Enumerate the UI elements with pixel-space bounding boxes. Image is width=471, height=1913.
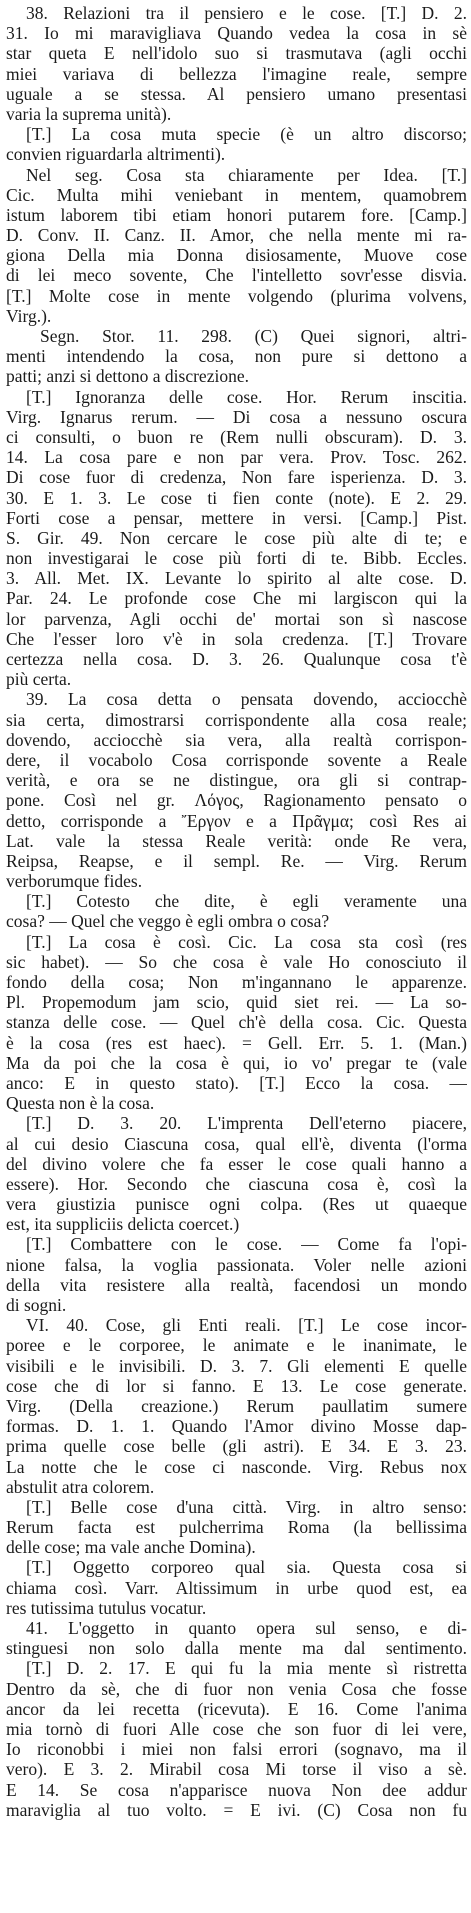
text-line: detto, corrisponde a Ἔργον e a Πρᾶγμα; così Res ai: [6, 810, 467, 831]
text-line: [T.] La cosa è così. Cic. La cosa sta così (res: [26, 931, 467, 952]
text-line: stinguesi non solo dalla mente ma dal sentimento.: [6, 1638, 467, 1659]
text-line: [T.] Molte cose in mente volgendo (plurima volvens,: [6, 285, 467, 306]
text-line: verborumque fides.: [6, 871, 143, 892]
text-line: è la cosa (res est haec). = Gell. Err. 5. 1. (Man.): [6, 1032, 467, 1053]
text-line: non investigarai le cose più forti di te. Bibb. Eccles.: [6, 548, 467, 569]
text-line: Cic. Multa mihi veniebant in mentem, quamobrem: [6, 184, 467, 205]
text-line: convien riguardarla altrimenti).: [6, 144, 226, 165]
text-line: Nel seg. Cosa sta chiaramente per Idea. [T.]: [26, 164, 467, 185]
text-line: La notte che le cose ci nasconde. Virg. Rebus nox: [6, 1456, 467, 1477]
text-line: Par. 24. Le profonde cose Che mi largiscon qui la: [6, 588, 467, 609]
text-line: 30. E 1. 3. Le cose ti fien conte (note). E 2. 29.: [6, 487, 467, 508]
text-line: della vita resistere alla realtà, facendosi un mondo: [6, 1274, 467, 1295]
text-line: chiama così. Varr. Altissimum in urbe quod est, ea: [6, 1577, 467, 1598]
text-line: res tutissima tutulus vocatur.: [6, 1597, 207, 1618]
text-line: Di cose fuor di credenza, Non fare isperienza. D. 3.: [6, 467, 467, 488]
text-line: star queta E nell'idolo suo si trasmutava (agli occhi: [6, 43, 467, 64]
text-line: visibili e le invisibili. D. 3. 7. Gli elementi E quelle: [6, 1355, 467, 1376]
text-line: certezza nella cosa. D. 3. 26. Qualunque cosa t'è: [6, 649, 467, 669]
text-line: cosa? — Quel che veggo è egli ombra o cosa?: [6, 911, 330, 932]
text-line: varia la suprema unità).: [6, 103, 172, 124]
text-line: patti; anzi si dettono a discrezione.: [6, 366, 249, 387]
text-line: 39. La cosa detta o pensata dovendo, acciocchè: [26, 689, 467, 710]
text-line: 3. All. Met. IX. Levante lo spirito al alte cose. D.: [6, 568, 467, 589]
text-line: stanza delle cose. — Quel ch'è della cosa. Cic. Questa: [6, 1012, 467, 1033]
text-line: nione falsa, la voglia passionata. Voler nelle azioni: [6, 1254, 467, 1275]
text-line: [T.] Oggetto corporeo qual sia. Questa cosa si: [26, 1557, 467, 1578]
text-line: uguale a se stessa. Al pensiero umano presentasi: [6, 83, 467, 104]
text-line: ci consulti, o buon re (Rem nulli obscuram). D. 3.: [6, 426, 467, 447]
text-line: di lei meco sovente, Che l'intelletto sovr'esse disvia.: [6, 265, 467, 286]
text-line: [T.] D. 3. 20. L'imprenta Dell'eterno piacere,: [26, 1113, 467, 1134]
text-line: al cui desio Ciascuna cosa, qual ell'è, diventa (l'orma: [6, 1133, 467, 1154]
text-line: giona Della mia Donna disiosamente, Muove cose: [6, 245, 467, 266]
text-line: lor parvenza, Agli occhi de' mortai son sì nascose: [6, 608, 467, 629]
text-line: Dentro da sè, che di fuor non venia Cosa che fosse: [6, 1678, 467, 1699]
text-line: Io riconobbi i miei non falsi errori (sognavo, ma il: [6, 1739, 467, 1760]
text-line: [T.] Cotesto che dite, è egli veramente una: [26, 891, 467, 912]
text-line: Ma da poi che la cosa è qui, io vo' pregar te (vale: [6, 1052, 467, 1073]
text-line: est, ita suppliciis delicta coercet.): [6, 1214, 240, 1235]
text-line: E 14. Se cosa n'apparisce nuova Non dee addur: [6, 1779, 467, 1800]
text-line: fondo della cosa; Non m'ingannano le apparenze.: [6, 972, 467, 992]
text-line: VI. 40. Cose, gli Enti reali. [T.] Le cose incor-: [26, 1315, 467, 1336]
text-line: [T.] Ignoranza delle cose. Hor. Rerum inscitia.: [26, 386, 467, 407]
text-line: mia tornò di fuori Alle cose che son fuor di lei vere,: [6, 1718, 467, 1739]
text-line: vera giustizia punisce ogni colpa. (Res ut quaeque: [6, 1194, 467, 1215]
text-line: ancor da lei recetta (ricevuta). E 16. Come l'anima: [6, 1698, 467, 1719]
text-line: del divino volere che fa esser le cose quali hanno a: [6, 1153, 467, 1174]
text-line: dovendo, acciocchè sia vera, alla realtà corrispon-: [6, 729, 467, 750]
text-line: prima quelle cose belle (gli astri). E 34. E 3. 23.: [6, 1436, 467, 1457]
text-line: Virg. Ignarus rerum. — Di cosa a nessuno oscura: [6, 406, 467, 427]
text-line: D. Conv. II. Canz. II. Amor, che nella mente mi ra-: [6, 225, 467, 246]
text-line: sic habet). — So che cosa è vale Ho conosciuto il: [6, 951, 467, 972]
text-line: Virg. (Della creazione.) Rerum paullatim sumere: [6, 1395, 467, 1416]
text-line: Pl. Propemodum jam scio, quid siet rei. — La so-: [6, 992, 467, 1013]
text-line: essere). Hor. Secondo che ciascuna cosa è, così la: [6, 1173, 467, 1194]
text-line: dere, il vocabolo Cosa corrisponde sovente a Reale: [6, 749, 467, 770]
text-line: Rerum facta est pulcherrima Roma (la bellissima: [6, 1517, 467, 1538]
text-line: Questa non è la cosa.: [6, 1093, 155, 1114]
text-line: Lat. vale la stessa Reale verità: onde Re vera,: [6, 830, 467, 851]
text-line: [T.] La cosa muta specie (è un altro discorso;: [26, 124, 467, 145]
text-line: cose che di lor si fanno. E 13. Le cose generate.: [6, 1375, 467, 1396]
text-line: vero). E 3. 2. Mirabil cosa Mi torse il viso a sè.: [6, 1759, 467, 1780]
text-line: S. Gir. 49. Non cercare le cose più alte di te; e: [6, 527, 467, 548]
text-line: Segn. Stor. 11. 298. (C) Quei signori, altri-: [40, 326, 467, 346]
text-line: anco: E in questo stato). [T.] Ecco la cosa. —: [6, 1072, 467, 1093]
text-line: menti intendendo la cosa, non pure si dettono a: [6, 346, 467, 367]
text-line: 31. Io mi maravigliava Quando vedea la cosa in sè: [6, 23, 467, 44]
text-line: miei variava di bellezza l'imagine reale, sempre: [6, 63, 467, 84]
text-line: [T.] Belle cose d'una città. Virg. in altro senso:: [26, 1496, 467, 1517]
text-line: Forti cose a pensar, mettere in versi. [Camp.] Pist.: [6, 507, 467, 528]
text-line: formas. D. 1. 1. Quando l'Amor divino Mosse dap-: [6, 1416, 467, 1437]
text-line: Reipsa, Reapse, e il sempl. Re. — Virg. Rerum: [6, 850, 467, 871]
text-line: sia certa, dimostrarsi corrispondente alla cosa reale;: [6, 709, 467, 730]
text-line: maraviglia al tuo volto. = E ivi. (C) Cosa non fu: [6, 1799, 467, 1820]
text-line: 14. La cosa pare e non par vera. Prov. Tosc. 262.: [6, 447, 467, 468]
text-line: Virg.).: [6, 305, 52, 326]
text-line: pone. Così nel gr. Λόγος, Ragionamento pensato o: [6, 790, 467, 811]
text-line: delle cose; ma vale anche Domina).: [6, 1537, 256, 1558]
text-line: verità, e ora se ne distingue, ora gli si contrap-: [6, 770, 467, 791]
text-line: più certa.: [6, 669, 72, 690]
text-line: [T.] D. 2. 17. E qui fu la mia mente sì ristretta: [26, 1658, 467, 1679]
text-line: di sogni.: [6, 1295, 67, 1315]
text-line: 41. L'oggetto in quanto opera sul senso, e di-: [26, 1618, 467, 1638]
text-line: poree e le corporee, le animate e le inanimate, le: [6, 1335, 467, 1356]
text-line: istum laborem tibi etiam honori putarem fore. [Camp.]: [6, 204, 467, 225]
text-line: abstulit atra colorem.: [6, 1476, 155, 1497]
text-line: [T.] Combattere con le cose. — Come fa l'opi-: [26, 1234, 467, 1255]
text-line: 38. Relazioni tra il pensiero e le cose. [T.] D. 2.: [26, 3, 467, 23]
text-line: Che l'esser loro v'è in sola credenza. [T.] Trovare: [6, 628, 467, 649]
